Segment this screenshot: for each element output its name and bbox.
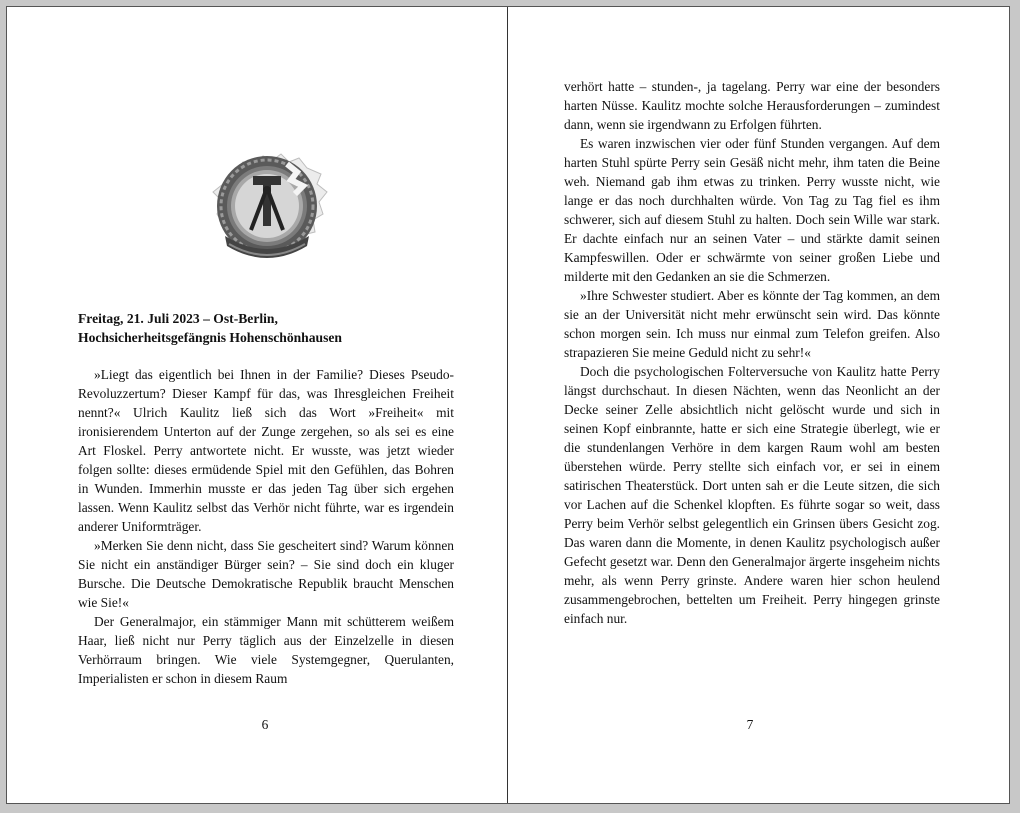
paragraph: Doch die psychologischen Folterversuche von Kaulitz hatte Perry längst durchschaut. In diesen Nächten, wenn das Neonlicht an der Decke seiner Zelle absichtlich nicht gelöscht wurde und sich in seinen Kopf einbrannte, hatte er sich eine Strategie überlegt, wie er die stundenlangen Verhöre in dem kargen Raum wohl am besten überstehen würde. Perry stellte sich einfach vor, er sei in einem satirischen Theaterstück. Dort unten sah er die Leute sitzen, die sich vor Lachen auf die Schenkel klopften. Es führte sogar so weit, dass Perry beim Verhör selbst gelegentlich ein Grinsen übers Gesicht zog. Das waren dann die Momente, in denen Kaulitz psychologisch außer Gefecht gesetzt war. Denn den Generalmajor ärgerte insgeheim nichts mehr, als wenn Perry grinste. Andere waren hier schon heulend zusammengebrochen, bettelten um Freiheit. Perry hingegen grinste einfach nur. — [564, 364, 940, 626]
paragraph: »Liegt das eigentlich bei Ihnen in der Familie? Dieses Pseudo-Revoluzzertum? Dieser Kampf für das, was Ihresgleichen Freiheit nennt?« Ulrich Kaulitz ließ sich das Wort »Freiheit« mit ironisierendem Unterton auf der Zunge zergehen, so als sei es eine Art Floskel. Perry antwortete nicht. Er wusste, was jetzt wieder folgen sollte: dieses ermüdende Spiel mit den Gefühlen, das Bohren in Wunden. Immerhin musste er das jeden Tag über sich ergehen lassen. Wenn Kaulitz selbst das Verhör nicht führte, war es irgendein anderer Uniformträger. — [78, 367, 454, 534]
paragraph: »Ihre Schwester studiert. Aber es könnte der Tag kommen, an dem sie an der Universität nicht mehr erwünscht sein wird. Das könnte schon morgen sein. Ich muss nur einmal zum Telefon greifen. Also strapazieren Sie meine Geduld nicht zu sehr!« — [564, 288, 940, 360]
page-number: 6 — [261, 717, 269, 732]
paragraph: »Merken Sie denn nicht, dass Sie gescheitert sind? Warum können Sie nicht ein anständiger Bürger sein? – Sie sind doch ein kluger Bursche. Die Deutsche Demokratische Republik braucht Menschen wie Sie!« — [78, 538, 454, 610]
book-spread — [6, 6, 1010, 804]
paragraph: verhört hatte – stunden-, ja tagelang. Perry war eine der besonders harten Nüsse. Kaulitz mochte solche Herausforderungen – zumindest dann, wenn sie irgendwann zu Erfolgen führten. — [564, 79, 940, 132]
gdr-emblem-icon — [203, 144, 335, 266]
chapter-heading — [78, 309, 458, 347]
heading-date-location: Freitag, 21. Juli 2023 – Ost-Berlin, — [78, 311, 278, 326]
right-body-text — [564, 77, 940, 628]
left-page — [7, 7, 508, 803]
left-body-text — [78, 365, 454, 688]
paragraph: Der Generalmajor, ein stämmiger Mann mit schütterem weißem Haar, ließ nicht nur Perry täglich aus der Einzelzelle in diesen Verhörraum bringen. Wie viele Systemgegner, Querulanten, Imperialisten er schon in diesem Raum — [78, 614, 454, 686]
heading-prison-name: Hochsicherheitsgefängnis Hohenschönhausen — [78, 330, 342, 345]
paragraph: Es waren inzwischen vier oder fünf Stunden vergangen. Auf dem harten Stuhl spürte Perry sein Gesäß nicht mehr, ihm taten die Beine weh. Niemand gab ihm etwas zu trinken. Perry wusste nicht, wie lange er das noch durchhalten würde. Von Tag zu Tag fiel es ihm schwerer, sich auf diesem Stuhl zu halten. Doch sein Wille war stark. Er dachte einfach nur an seinen Vater – und stärkte damit seinen Kampfeswillen. Oder er schwärmte von seiner großen Liebe und milderte mit den Gedanken an sie die Schmerzen. — [564, 136, 940, 284]
page-number: 7 — [746, 717, 754, 732]
right-page — [508, 7, 1009, 803]
